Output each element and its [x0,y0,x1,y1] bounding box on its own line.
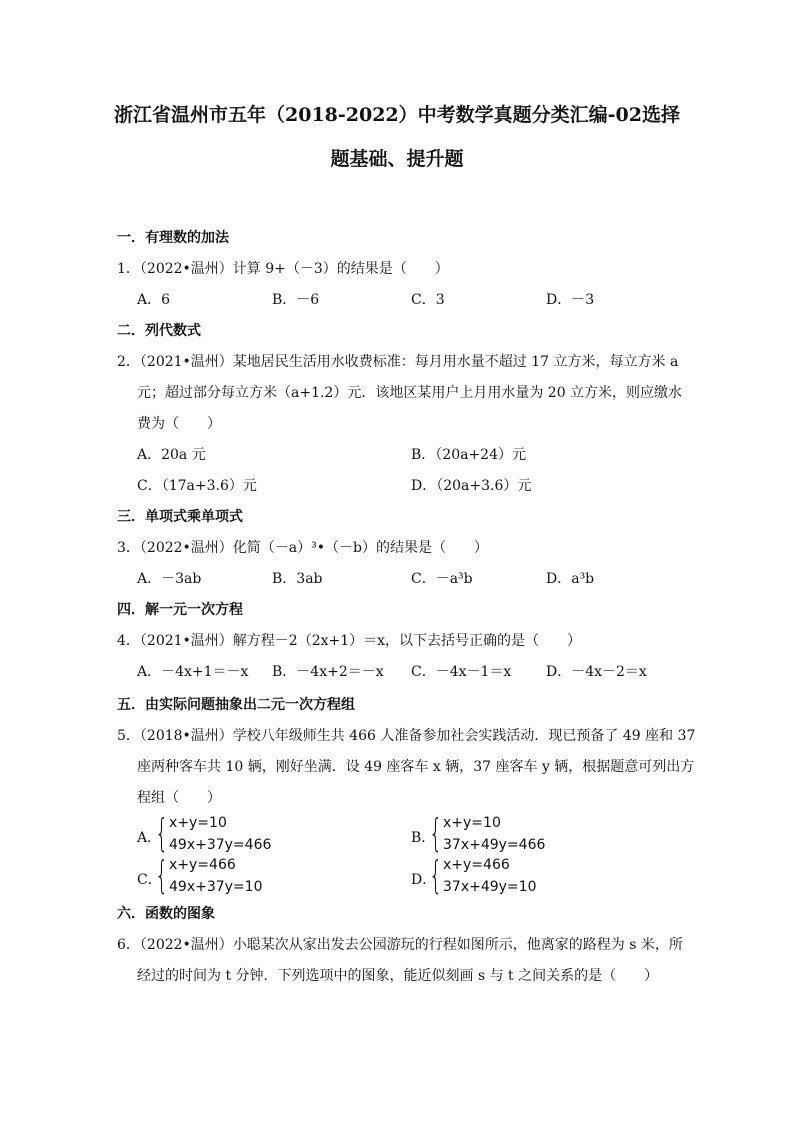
option-label: D． [411,872,437,888]
question-3-option-d: D．a³b [546,571,595,587]
question-4-option-c: C．－4x－1＝x [411,664,512,680]
question-1-option-d: D．－3 [546,292,595,308]
question-2-option-a: A．20a 元 [137,447,206,463]
question-1-option-c: C．3 [411,292,445,308]
section-heading-5: 五．由实际问题抽象出二元一次方程组 [117,697,355,713]
equation-2: 49x+37y=466 [169,837,272,853]
question-3-option-a: A．－3ab [137,571,202,587]
brace-icon: { [155,853,169,897]
equation-2: 37x+49y=466 [443,837,546,853]
brace-icon: { [155,811,169,855]
brace-icon: { [429,811,443,855]
equation-1: x+y=466 [443,857,510,873]
equation-1: x+y=10 [169,815,227,831]
question-1-option-b: B．－6 [272,292,320,308]
option-label: C． [137,872,162,888]
question-5-line-2: 座两种客车共 10 辆，刚好坐满．设 49 座客车 x 辆，37 座客车 y 辆，根据题意可列出方 [137,759,695,775]
question-2-line-3: 费为（ ） [137,416,221,432]
question-5-line-3: 程组（ ） [137,790,221,806]
section-heading-6: 六．函数的图象 [117,906,215,922]
equation-2: 37x+49y=10 [443,879,537,895]
section-heading-2: 二．列代数式 [117,323,201,339]
question-6-line-2: 经过的时间为 t 分钟．下列选项中的图象，能近似刻画 s 与 t 之间关系的是（ ） [137,968,659,984]
brace-icon: { [429,853,443,897]
question-4-stem: 4．（2021•温州）解方程－2（2x+1）＝x，以下去括号正确的是（ ） [117,633,582,649]
option-label: B． [411,830,436,846]
question-4-option-a: A．－4x+1＝－x [137,664,249,680]
option-label: A． [137,830,162,846]
document-title-line-1: 浙江省温州市五年（2018-2022）中考数学真题分类汇编-02选择 [114,104,680,126]
question-2-line-1: 2．（2021•温州）某地居民生活用水收费标准：每月用水量不超过 17 立方米，每立方米 a [117,354,679,370]
question-2-option-b: B．（20a+24）元 [411,447,526,463]
question-2-option-c: C．（17a+3.6）元 [137,478,257,494]
document-title-line-2: 题基础、提升题 [330,148,464,170]
question-1-option-a: A．6 [137,292,171,308]
equation-1: x+y=10 [443,815,501,831]
question-3-stem: 3．（2022•温州）化简（－a）³•（－b）的结果是（ ） [117,540,488,556]
question-4-option-d: D．－4x－2＝x [546,664,647,680]
section-heading-4: 四．解一元一次方程 [117,602,243,618]
question-4-option-b: B．－4x+2＝－x [272,664,384,680]
question-2-line-2: 元；超过部分每立方米（a+1.2）元．该地区某用户上月用水量为 20 立方米，则应缴水 [137,385,683,401]
equation-2: 49x+37y=10 [169,879,263,895]
section-heading-3: 三．单项式乘单项式 [117,509,243,525]
section-heading-1: 一．有理数的加法 [117,230,229,246]
question-3-option-b: B．3ab [272,571,323,587]
question-6-line-1: 6．（2022•温州）小聪某次从家出发去公园游玩的行程如图所示，他离家的路程为 s 米，所 [117,937,683,953]
question-5-line-1: 5．（2018•温州）学校八年级师生共 466 人准备参加社会实践活动．现已预备了 49 座和 37 [117,728,696,744]
question-1-stem: 1．（2022•温州）计算 9+（－3）的结果是（ ） [117,261,449,277]
equation-1: x+y=466 [169,857,236,873]
question-3-option-c: C．－a³b [411,571,473,587]
question-2-option-d: D．（20a+3.6）元 [411,478,532,494]
